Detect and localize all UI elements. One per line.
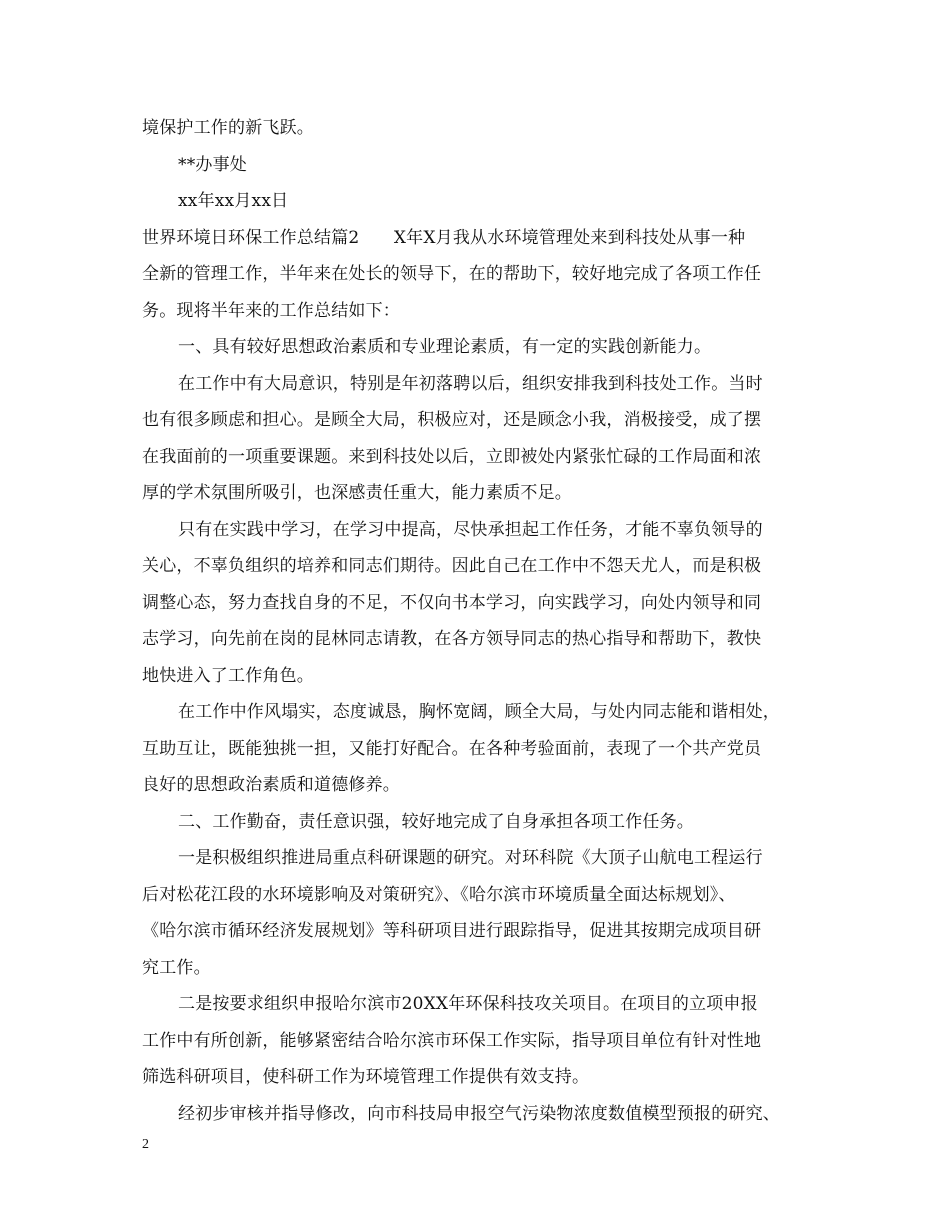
text-line: 究工作。 [142, 957, 211, 978]
text-line: 调整心态，努力查找自身的不足，不仅向书本学习，向实践学习，向处内领导和同 [142, 592, 762, 613]
text-line: 关心，不辜负组织的培养和同志们期待。因此自己在工作中不怨天尤人，而是积极 [142, 556, 762, 576]
text-line: 《哈尔滨市循环经济发展规划》等科研项目进行跟踪指导，促进其按期完成项目研 [142, 921, 762, 941]
text-line: 全新的管理工作，半年来在处长的领导下，在的帮助下，较好地完成了各项工作任 [142, 264, 762, 284]
text-line: 良好的思想政治素质和道德修养。 [142, 775, 400, 795]
subheading-line: 一、具有较好思想政治素质和专业理论素质，有一定的实践创新能力。 [178, 337, 712, 357]
text-line: 地快进入了工作角色。 [142, 665, 314, 686]
paragraph-start: 只有在实践中学习，在学习中提高，尽快承担起工作任务，才能不辜负领导的 [178, 519, 763, 540]
text-line: 后对松花江段的水环境影响及对策研究》、《哈尔滨市环境质量全面达标规划》、 [142, 884, 736, 905]
text-line: 在我面前的一项重要课题。来到科技处以后，立即被处内紧张忙碌的工作局面和浓 [142, 446, 762, 467]
text-line: 厚的学术氛围所吸引，也深感责任重大，能力素质不足。 [142, 483, 572, 503]
section-heading-line: 世界环境日环保工作总结篇2 X年X月我从水环境管理处来到科技处从事一种 [142, 227, 746, 248]
text-line: 筛选科研项目，使科研工作为环境管理工作提供有效支持。 [142, 1067, 590, 1087]
page-number: 2 [142, 1137, 149, 1152]
text-line: 境保护工作的新飞跃。 [142, 118, 314, 138]
text-line: 务。现将半年来的工作总结如下： [142, 300, 400, 321]
text-line: 工作中有所创新，能够紧密结合哈尔滨市环保工作实际，指导项目单位有针对性地 [142, 1030, 762, 1051]
text-line: 互助互让，既能独挑一担，又能打好配合。在各种考验面前，表现了一个共产党员 [142, 738, 762, 759]
paragraph-start: 在工作中作风塌实，态度诚恳，胸怀宽阔，顾全大局，与处内同志能和谐相处， [178, 702, 780, 722]
paragraph-start: 经初步审核并指导修改，向市科技局申报空气污染物浓度数值模型预报的研究、 [178, 1103, 780, 1124]
paragraph-start: 二是按要求组织申报哈尔滨市20XX年环保科技攻关项目。在项目的立项申报 [178, 994, 758, 1014]
paragraph-start: 在工作中有大局意识，特别是年初落聘以后，组织安排我到科技处工作。当时 [178, 373, 763, 394]
document-body [142, 110, 822, 1132]
signature-office: **办事处 [178, 154, 247, 175]
signature-date: xx年xx月xx日 [178, 191, 289, 211]
subheading-line: 二、工作勤奋，责任意识强，较好地完成了自身承担各项工作任务。 [178, 811, 694, 832]
text-line: 志学习，向先前在岗的昆林同志请教，在各方领导同志的热心指导和帮助下，教快 [142, 629, 762, 649]
paragraph-start: 一是积极组织推进局重点科研课题的研究。对环科院《大顶子山航电工程运行 [178, 848, 763, 868]
text-line: 也有很多顾虑和担心。是顾全大局，积极应对，还是顾念小我，消极接受，成了摆 [142, 410, 762, 430]
